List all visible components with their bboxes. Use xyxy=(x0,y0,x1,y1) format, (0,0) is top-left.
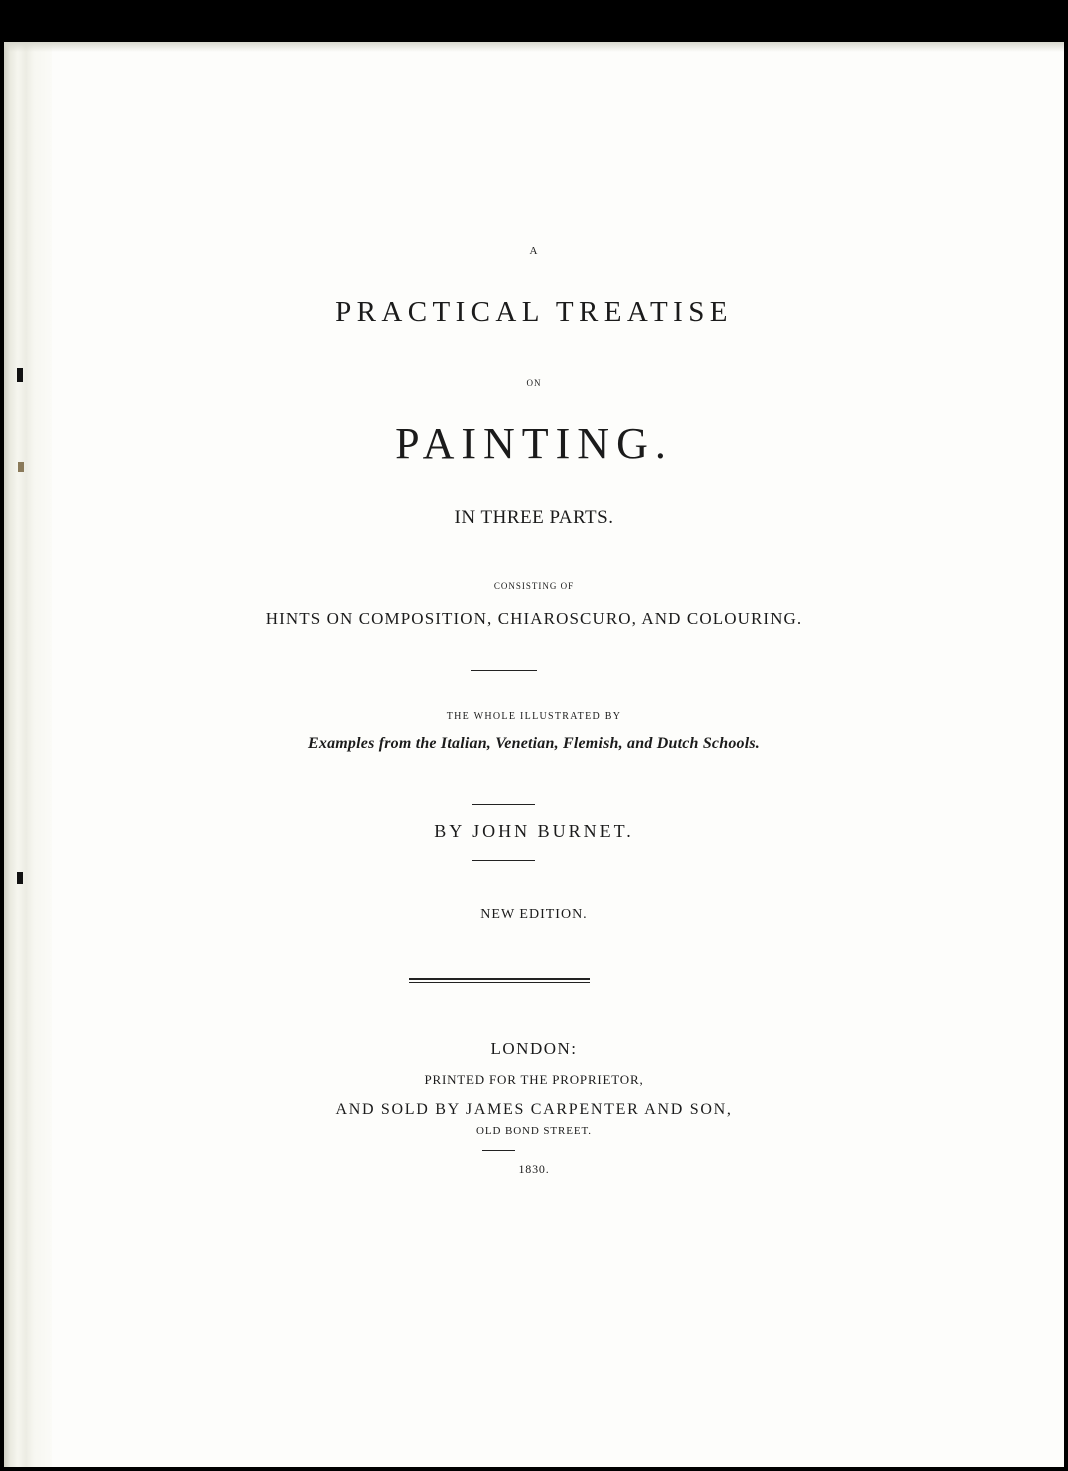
double-divider-rule xyxy=(409,978,590,983)
title-main: PRACTICAL TREATISE xyxy=(335,296,733,328)
title-parts: IN THREE PARTS. xyxy=(454,507,614,528)
title-subject: PAINTING. xyxy=(395,419,673,468)
imprint-street: OLD BOND STREET. xyxy=(476,1125,592,1137)
illustrated-label: THE WHOLE ILLUSTRATED BY xyxy=(446,711,622,722)
page-top-shadow xyxy=(4,42,1064,52)
imprint-sold-by: AND SOLD BY JAMES CARPENTER AND SON, xyxy=(335,1101,733,1118)
contents-line: HINTS ON COMPOSITION, CHIAROSCURO, AND COLOURING. xyxy=(265,609,803,628)
divider-rule xyxy=(472,804,535,805)
author-line: BY JOHN BURNET. xyxy=(434,821,634,841)
divider-rule xyxy=(472,860,535,861)
imprint-city: LONDON: xyxy=(490,1039,578,1058)
divider-rule xyxy=(471,670,537,671)
consisting-label: CONSISTING OF xyxy=(493,581,575,591)
title-connector: ON xyxy=(526,378,542,388)
title-article: A xyxy=(529,245,539,257)
imprint-year: 1830. xyxy=(518,1162,550,1176)
divider-rule xyxy=(482,1150,515,1151)
examples-line: Examples from the Italian, Venetian, Flemish, and Dutch Schools. xyxy=(308,735,760,752)
imprint-printed-for: PRINTED FOR THE PROPRIETOR, xyxy=(424,1072,644,1087)
binding-tear-mark xyxy=(17,872,23,884)
edition-line: NEW EDITION. xyxy=(480,907,588,922)
